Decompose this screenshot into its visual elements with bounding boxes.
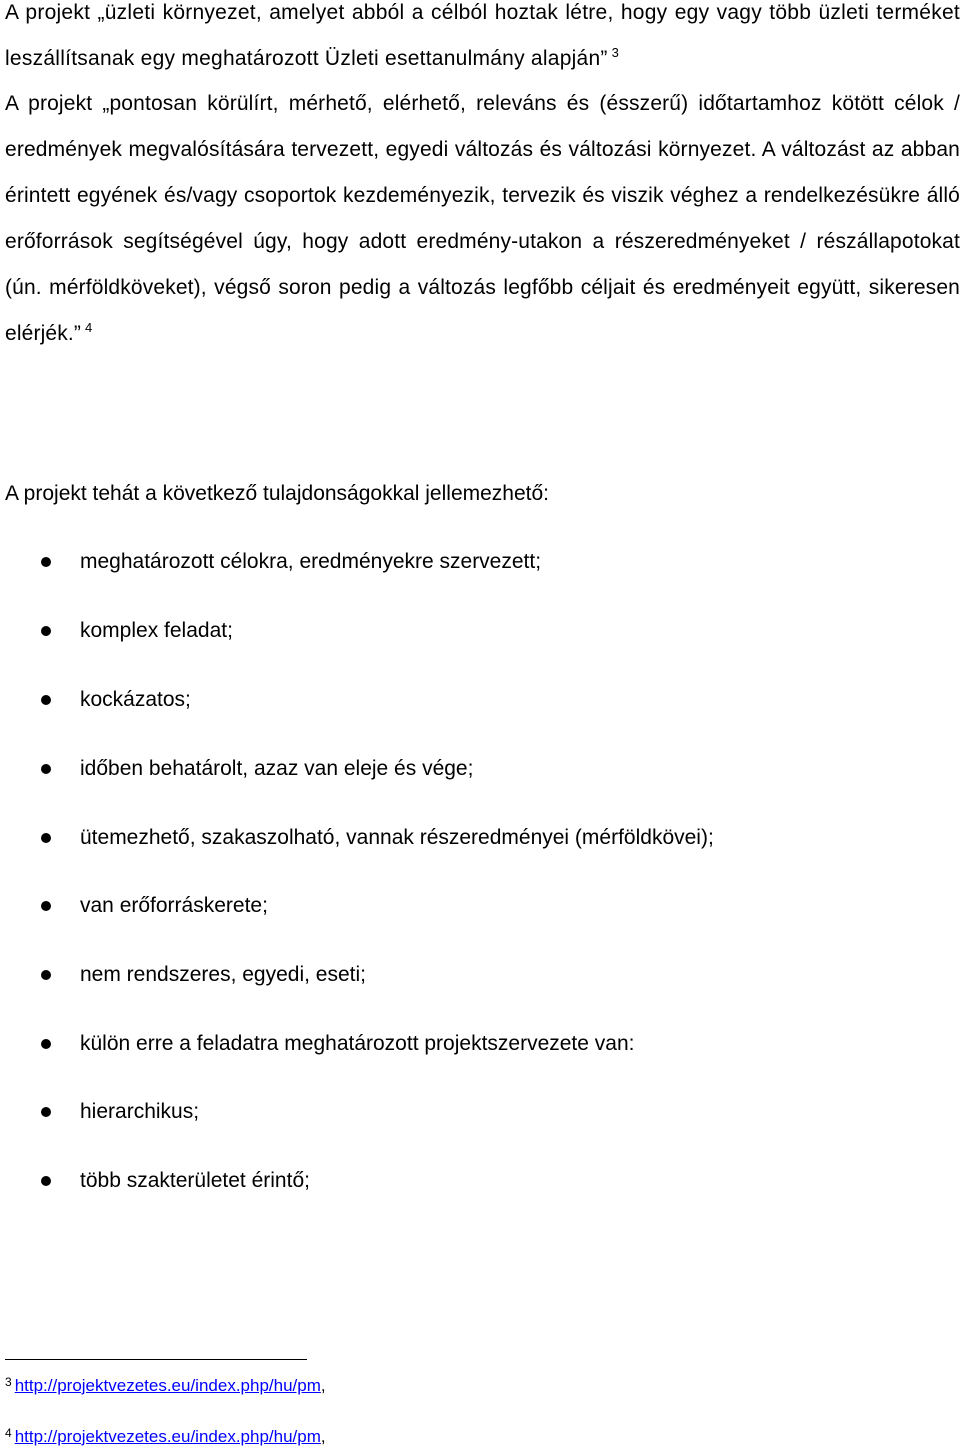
list-item-text: meghatározott célokra, eredményekre szervezett;	[80, 550, 542, 573]
footnote-number: 4	[5, 1426, 12, 1440]
list-item	[0, 891, 940, 921]
footnote-reference: 3	[611, 45, 620, 60]
list-item-text: komplex feladat;	[80, 619, 233, 642]
list-item-text: időben behatárolt, azaz van eleje és vége;	[80, 757, 474, 780]
footnote-separator	[5, 1359, 307, 1360]
list-item	[0, 616, 940, 646]
footnote-link[interactable]: http://projektvezetes.eu/index.php/hu/pm	[14, 1376, 321, 1395]
list-item-text: kockázatos;	[80, 688, 191, 711]
list-item	[0, 754, 940, 784]
list-item	[0, 1166, 940, 1196]
list-intro: A projekt tehát a következő tulajdonságokkal jellemezhető:	[5, 482, 550, 505]
list-item-text: van erőforráskerete;	[80, 894, 268, 917]
paragraph-change-definition	[5, 81, 960, 357]
list-item	[0, 960, 940, 990]
bullet-icon	[41, 1039, 51, 1049]
list-item	[0, 547, 940, 577]
list-item	[0, 1097, 940, 1127]
bullet-icon	[41, 1107, 51, 1117]
paragraph-text: A projekt „üzleti környezet, amelyet abból a célból hoztak létre, hogy egy vagy több üzleti terméket leszállítsanak egy meghatározott Üzleti esettanulmány alapján”	[5, 1, 960, 70]
footnote-number: 3	[5, 1375, 12, 1389]
list-item-text: külön erre a feladatra meghatározott projektszervezete van:	[80, 1032, 635, 1055]
list-item-text: nem rendszeres, egyedi, eseti;	[80, 963, 366, 986]
footnote-suffix: ,	[320, 1427, 326, 1446]
list-item-text: több szakterületet érintő;	[80, 1169, 310, 1192]
list-item	[0, 823, 940, 853]
footnote	[5, 1374, 326, 1398]
list-item-text: ütemezhető, szakaszolható, vannak részeredményei (mérföldkövei);	[80, 826, 714, 849]
footnote-reference: 4	[85, 320, 93, 335]
paragraph-business-definition	[5, 0, 960, 82]
bullet-icon	[41, 695, 51, 705]
footnote	[5, 1425, 326, 1449]
bullet-icon	[41, 557, 51, 567]
list-item	[0, 1029, 940, 1059]
footnote-link[interactable]: http://projektvezetes.eu/index.php/hu/pm	[14, 1427, 321, 1446]
bullet-icon	[41, 764, 51, 774]
bullet-icon	[41, 901, 51, 911]
bullet-icon	[41, 1176, 51, 1186]
list-item	[0, 685, 940, 715]
list-item-text: hierarchikus;	[80, 1100, 200, 1123]
footnote-suffix: ,	[320, 1376, 326, 1395]
bullet-icon	[41, 626, 51, 636]
bullet-icon	[41, 833, 51, 843]
bullet-icon	[41, 970, 51, 980]
paragraph-text: A projekt „pontosan körülírt, mérhető, elérhető, releváns és (ésszerű) időtartamhoz kötött célok / eredmények megvalósítására tervezett, egyedi változás és változási környezet. A változást az abban érintett egyének és/vagy csoportok kezdeményezik, tervezik és viszik véghez a rendelkezésükre álló erőforrások segítségével úgy, hogy adott eredmény-utakon a részeredményeket / részállapotokat (ún. mérföldköveket), végső soron pedig a változás legfőbb céljait és eredményeit együtt, sikeresen elérjék.”	[5, 92, 960, 345]
